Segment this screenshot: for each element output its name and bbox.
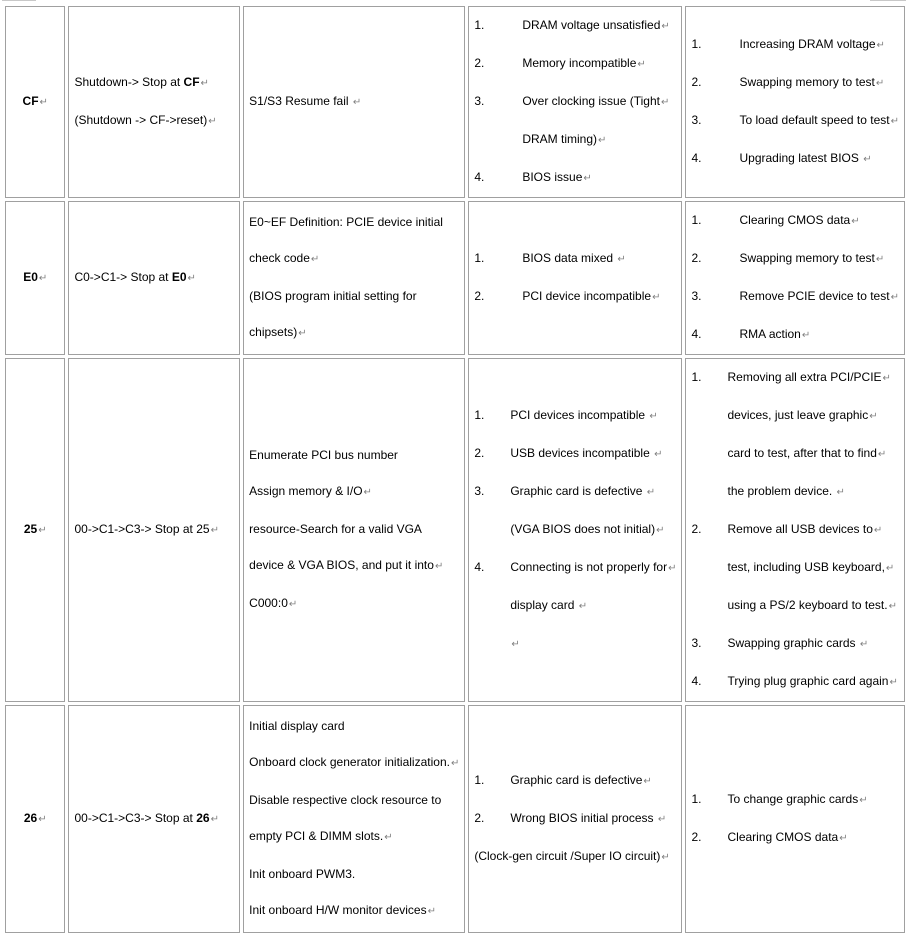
description-cell [243, 358, 465, 702]
fix-number: 1. [691, 370, 702, 384]
flow-cell [68, 705, 240, 933]
fix-cell [685, 358, 905, 702]
description-line [249, 585, 459, 623]
fix-item [691, 26, 899, 64]
flow-text: 00->C1->C3-> Stop at [74, 811, 197, 825]
description-text: E0~EF Definition: PCIE device initial [249, 215, 443, 229]
cause-item [474, 473, 676, 511]
fix-item [691, 359, 899, 397]
paragraph-mark-icon: ↵ [875, 78, 885, 89]
cause-text: BIOS issue [522, 170, 583, 184]
fix-text: RMA action [739, 327, 801, 341]
paragraph-mark-icon: ↵ [210, 814, 219, 825]
cause-item [474, 800, 676, 838]
description-text: check code [249, 251, 310, 265]
description-line [249, 782, 459, 818]
cause-cell [468, 201, 682, 355]
cause-item [474, 762, 676, 800]
paragraph-mark-icon: ↵ [38, 814, 47, 825]
flow-stop-code: CF [183, 75, 200, 89]
fix-text: Swapping memory to test [739, 75, 875, 89]
cause-cell [468, 705, 682, 933]
cause-number: 1. [474, 773, 485, 787]
cause-text: DRAM voltage unsatisfied [522, 18, 661, 32]
paragraph-mark-icon: ↵ [839, 833, 848, 844]
paragraph-mark-icon: ↵ [643, 776, 652, 787]
flow-cell [68, 6, 240, 198]
description-text: Init onboard PWM3. [249, 867, 356, 881]
description-text: Initial display card [249, 719, 345, 733]
fix-item [691, 316, 899, 354]
description-text: Onboard clock generator initialization. [249, 755, 450, 769]
flow-line [74, 800, 234, 838]
fix-cell [685, 6, 905, 198]
post-code: E0 [23, 270, 38, 284]
paragraph-mark-icon: ↵ [38, 273, 48, 284]
paragraph-mark-icon: ↵ [885, 563, 895, 574]
paragraph-mark-icon: ↵ [200, 78, 209, 89]
description-line [249, 83, 459, 121]
cause-number: 4. [474, 560, 485, 574]
cause-text: Memory incompatible [522, 56, 637, 70]
paragraph-mark-icon: ↵ [578, 601, 588, 612]
paragraph-mark-icon: ↵ [869, 411, 878, 422]
description-text: Assign memory & I/O [249, 484, 363, 498]
fix-number: 1. [691, 792, 702, 806]
paragraph-mark-icon: ↵ [877, 449, 887, 460]
description-text: Disable respective clock resource to [249, 793, 442, 807]
cause-number: 2. [474, 289, 485, 303]
cause-number: 4. [474, 170, 485, 184]
cause-text: BIOS data mixed [522, 251, 617, 265]
flow-stop-code: E0 [171, 270, 187, 284]
fix-cell [685, 201, 905, 355]
fix-text: Clearing CMOS data [739, 213, 851, 227]
description-line [249, 856, 459, 892]
paragraph-mark-icon: ↵ [384, 832, 393, 843]
flow-stop-code: 26 [196, 811, 210, 825]
fix-number: 1. [691, 37, 702, 51]
description-line [249, 473, 459, 511]
fix-item [691, 64, 899, 102]
fix-number: 2. [691, 830, 702, 844]
flow-line [74, 102, 234, 140]
description-line [249, 314, 459, 352]
fix-number: 2. [691, 75, 702, 89]
fix-text: using a PS/2 keyboard to test. [727, 598, 888, 612]
post-code: 26 [23, 811, 38, 825]
paragraph-mark-icon: ↵ [617, 254, 626, 265]
description-text: S1/S3 Resume fail [249, 94, 352, 108]
paragraph-mark-icon: ↵ [889, 677, 898, 688]
paragraph-mark-icon: ↵ [298, 328, 307, 339]
cause-text: (VGA BIOS does not initial) [510, 522, 656, 536]
cause-number: 2. [474, 811, 485, 825]
paragraph-mark-icon: ↵ [583, 173, 592, 184]
description-text: device & VGA BIOS, and put it into [249, 558, 434, 572]
description-line [249, 204, 459, 240]
paragraph-mark-icon: ↵ [863, 154, 872, 165]
cause-item [474, 511, 676, 549]
paragraph-mark-icon: ↵ [859, 639, 869, 650]
table-row [5, 6, 905, 198]
fix-text: Swapping memory to test [739, 251, 875, 265]
paragraph-mark-icon: ↵ [656, 525, 665, 536]
flow-cell [68, 201, 240, 355]
description-text: chipsets) [249, 325, 298, 339]
description-line [249, 547, 459, 585]
paragraph-mark-icon: ↵ [890, 292, 899, 303]
table-body [5, 6, 905, 933]
flow-cell [68, 358, 240, 702]
paragraph-mark-icon: ↵ [363, 487, 372, 498]
fix-number: 3. [691, 636, 702, 650]
cause-number: 3. [474, 484, 485, 498]
cause-text: USB devices incompatible [510, 446, 654, 460]
cause-item [474, 625, 676, 663]
fix-number: 4. [691, 327, 702, 341]
cause-item [474, 7, 676, 45]
post-code-table [2, 3, 908, 936]
cause-cell [468, 6, 682, 198]
fix-text: test, including USB keyboard, [727, 560, 885, 574]
fix-item [691, 397, 899, 435]
fix-text: card to test, after that to find [727, 446, 877, 460]
cause-text: DRAM timing) [522, 132, 598, 146]
cause-text: PCI devices incompatible [510, 408, 649, 422]
paragraph-mark-icon: ↵ [637, 59, 646, 70]
cause-item [474, 397, 676, 435]
fix-number: 3. [691, 113, 702, 127]
cause-text: Over clocking issue (Tight [522, 94, 660, 108]
paragraph-mark-icon: ↵ [646, 487, 656, 498]
description-line [249, 278, 459, 314]
paragraph-mark-icon: ↵ [208, 116, 217, 127]
fix-text: devices, just leave graphic [727, 408, 869, 422]
cause-text: Graphic card is defective [510, 773, 643, 787]
table-row [5, 358, 905, 702]
cause-number: 3. [474, 94, 485, 108]
paragraph-mark-icon: ↵ [652, 292, 661, 303]
fix-text: Increasing DRAM voltage [739, 37, 876, 51]
fix-item [691, 102, 899, 140]
description-line [249, 437, 459, 473]
paragraph-mark-icon: ↵ [38, 525, 47, 536]
flow-text: (Shutdown -> CF->reset) [74, 113, 208, 127]
paragraph-mark-icon: ↵ [668, 563, 677, 574]
description-text: Enumerate PCI bus number [249, 448, 398, 462]
paragraph-mark-icon: ↵ [851, 216, 860, 227]
fix-item [691, 781, 899, 819]
paragraph-mark-icon: ↵ [660, 97, 670, 108]
cause-text: display card [510, 598, 578, 612]
paragraph-mark-icon: ↵ [661, 852, 670, 863]
fix-item [691, 240, 899, 278]
paragraph-mark-icon: ↵ [352, 97, 362, 108]
top-rule-right [870, 0, 906, 1]
fix-item [691, 549, 899, 587]
description-text: Init onboard H/W monitor devices [249, 903, 427, 917]
cause-item [474, 435, 676, 473]
fix-number: 3. [691, 289, 702, 303]
fix-number: 1. [691, 213, 702, 227]
fix-item [691, 663, 899, 701]
fix-number: 4. [691, 151, 702, 165]
flow-text: 00->C1->C3-> Stop at 25 [74, 522, 210, 536]
cause-text: Graphic card is defective [510, 484, 646, 498]
post-code-cell [5, 358, 65, 702]
fix-number: 2. [691, 522, 702, 536]
fix-text: To change graphic cards [727, 792, 859, 806]
description-text: resource-Search for a valid VGA [249, 522, 422, 536]
cause-number: 2. [474, 56, 485, 70]
flow-text: Shutdown-> Stop at [74, 75, 184, 89]
fix-item [691, 473, 899, 511]
paragraph-mark-icon: ↵ [888, 601, 897, 612]
paragraph-mark-icon: ↵ [450, 758, 460, 769]
cause-number: 2. [474, 446, 485, 460]
fix-cell [685, 705, 905, 933]
fix-number: 4. [691, 674, 702, 688]
paragraph-mark-icon: ↵ [598, 135, 607, 146]
post-code: 25 [23, 522, 38, 536]
description-text: C000:0 [249, 596, 288, 610]
description-line [249, 240, 459, 278]
paragraph-mark-icon: ↵ [310, 254, 320, 265]
fix-text: Clearing CMOS data [727, 830, 839, 844]
table-row [5, 201, 905, 355]
paragraph-mark-icon: ↵ [875, 254, 885, 265]
paragraph-mark-icon: ↵ [859, 795, 868, 806]
cause-item [474, 83, 676, 121]
cause-item [474, 45, 676, 83]
cause-item [474, 121, 676, 159]
paragraph-mark-icon: ↵ [649, 411, 658, 422]
paragraph-mark-icon: ↵ [836, 487, 845, 498]
cause-item [474, 549, 676, 587]
fix-item [691, 278, 899, 316]
fix-item [691, 625, 899, 663]
paragraph-mark-icon: ↵ [657, 814, 667, 825]
cause-number: 1. [474, 251, 485, 265]
cause-text: Connecting is not properly for [510, 560, 668, 574]
fix-text: Trying plug graphic card again [727, 674, 889, 688]
paragraph-mark-icon: ↵ [890, 116, 899, 127]
paragraph-mark-icon: ↵ [434, 561, 444, 572]
description-line [249, 892, 459, 930]
cause-item [474, 278, 676, 316]
paragraph-mark-icon: ↵ [288, 599, 298, 610]
fix-item [691, 435, 899, 473]
cause-text: Wrong BIOS initial process [510, 811, 657, 825]
fix-item [691, 511, 899, 549]
paragraph-mark-icon: ↵ [661, 21, 670, 32]
description-line [249, 818, 459, 856]
description-cell [243, 201, 465, 355]
fix-item [691, 140, 899, 178]
fix-item [691, 202, 899, 240]
cause-item [474, 240, 676, 278]
cause-cell [468, 358, 682, 702]
cause-item [474, 587, 676, 625]
fix-text: Remove PCIE device to test [739, 289, 890, 303]
paragraph-mark-icon: ↵ [187, 273, 196, 284]
paragraph-mark-icon: ↵ [654, 449, 663, 460]
cause-item [474, 159, 676, 197]
fix-item [691, 587, 899, 625]
post-code-cell [5, 201, 65, 355]
cause-number: 1. [474, 408, 485, 422]
top-rule-left [2, 0, 36, 1]
cause-number: 1. [474, 18, 485, 32]
fix-number: 2. [691, 251, 702, 265]
description-line [249, 744, 459, 782]
flow-line [74, 64, 234, 102]
description-text: (BIOS program initial setting for [249, 289, 417, 303]
fix-item [691, 819, 899, 857]
post-code-cell [5, 705, 65, 933]
paragraph-mark-icon: ↵ [39, 97, 48, 108]
fix-text: Upgrading latest BIOS [739, 151, 863, 165]
description-line [249, 708, 459, 744]
paragraph-mark-icon: ↵ [876, 40, 885, 51]
post-code-cell [5, 6, 65, 198]
table-row [5, 705, 905, 933]
cause-item [474, 838, 676, 876]
fix-text: Remove all USB devices to [727, 522, 873, 536]
paragraph-mark-icon: ↵ [882, 373, 891, 384]
paragraph-mark-icon: ↵ [427, 906, 436, 917]
cause-text: PCI device incompatible [522, 289, 652, 303]
paragraph-mark-icon: ↵ [511, 639, 520, 650]
paragraph-mark-icon: ↵ [801, 330, 811, 341]
flow-line [74, 259, 234, 297]
cause-text: (Clock-gen circuit /Super IO circuit) [474, 849, 661, 863]
fix-text: Swapping graphic cards [727, 636, 859, 650]
fix-text: Removing all extra PCI/PCIE [727, 370, 882, 384]
description-cell [243, 705, 465, 933]
post-code: CF [22, 94, 39, 108]
description-text: empty PCI & DIMM slots. [249, 829, 384, 843]
description-line [249, 511, 459, 547]
flow-text: C0->C1-> Stop at [74, 270, 172, 284]
fix-text: the problem device. [727, 484, 836, 498]
paragraph-mark-icon: ↵ [873, 525, 883, 536]
flow-line [74, 511, 234, 549]
fix-text: To load default speed to test [739, 113, 890, 127]
paragraph-mark-icon: ↵ [210, 525, 219, 536]
description-cell [243, 6, 465, 198]
